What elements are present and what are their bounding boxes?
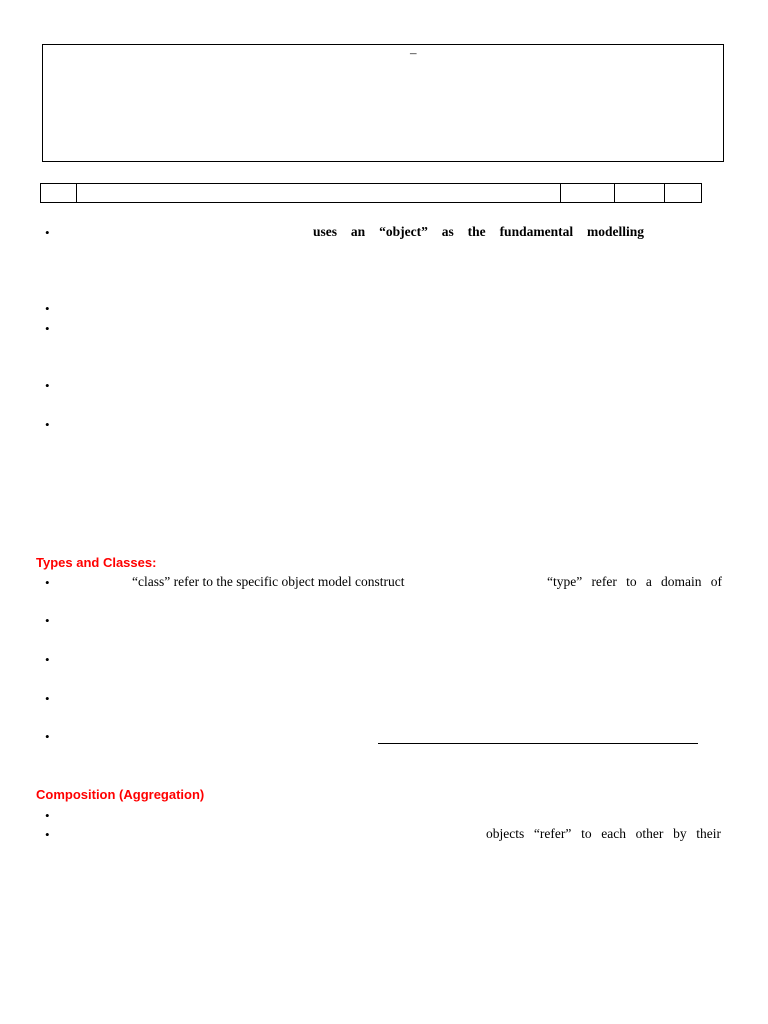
bullet: •	[45, 808, 50, 823]
word: “object”	[379, 224, 428, 239]
word: each	[601, 826, 626, 841]
bullet: •	[45, 652, 50, 667]
composition-heading: Composition (Aggregation)	[36, 787, 205, 802]
word: by	[673, 826, 687, 841]
word: other	[635, 826, 664, 841]
word: as	[441, 224, 454, 239]
word: modelling	[586, 224, 644, 239]
underline-rule	[378, 743, 698, 744]
info-cell	[665, 184, 702, 203]
word: of	[710, 574, 722, 589]
word: the	[467, 224, 486, 239]
header-box	[42, 44, 724, 162]
types-classes-heading: Types and Classes:	[36, 555, 157, 570]
word: an	[350, 224, 366, 239]
bullet: •	[45, 301, 50, 316]
word: domain	[661, 574, 702, 589]
info-cell	[77, 184, 561, 203]
word: to	[626, 574, 637, 589]
bullet: •	[45, 225, 50, 240]
type-definition-line	[547, 574, 722, 590]
word: to	[581, 826, 592, 841]
header-dash: –	[410, 45, 417, 60]
word: their	[696, 826, 721, 841]
word: “type”	[547, 574, 583, 589]
bullet: •	[45, 321, 50, 336]
word: fundamental	[499, 224, 574, 239]
object-reference-line	[486, 826, 721, 842]
word: objects	[486, 826, 525, 841]
bullet: •	[45, 729, 50, 744]
word: a	[645, 574, 652, 589]
bullet: •	[45, 417, 50, 432]
bullet: •	[45, 691, 50, 706]
class-definition-line: “class” refer to the specific object model construct	[132, 574, 405, 589]
info-cell	[561, 184, 615, 203]
info-cell	[615, 184, 665, 203]
word: refer	[591, 574, 617, 589]
bullet: •	[45, 378, 50, 393]
bullet: •	[45, 827, 50, 842]
bullet: •	[45, 613, 50, 628]
object-model-line	[313, 224, 644, 240]
info-cell	[41, 184, 77, 203]
bullet: •	[45, 575, 50, 590]
info-table	[40, 183, 702, 203]
word: uses	[313, 224, 338, 239]
word: “refer”	[533, 826, 572, 841]
